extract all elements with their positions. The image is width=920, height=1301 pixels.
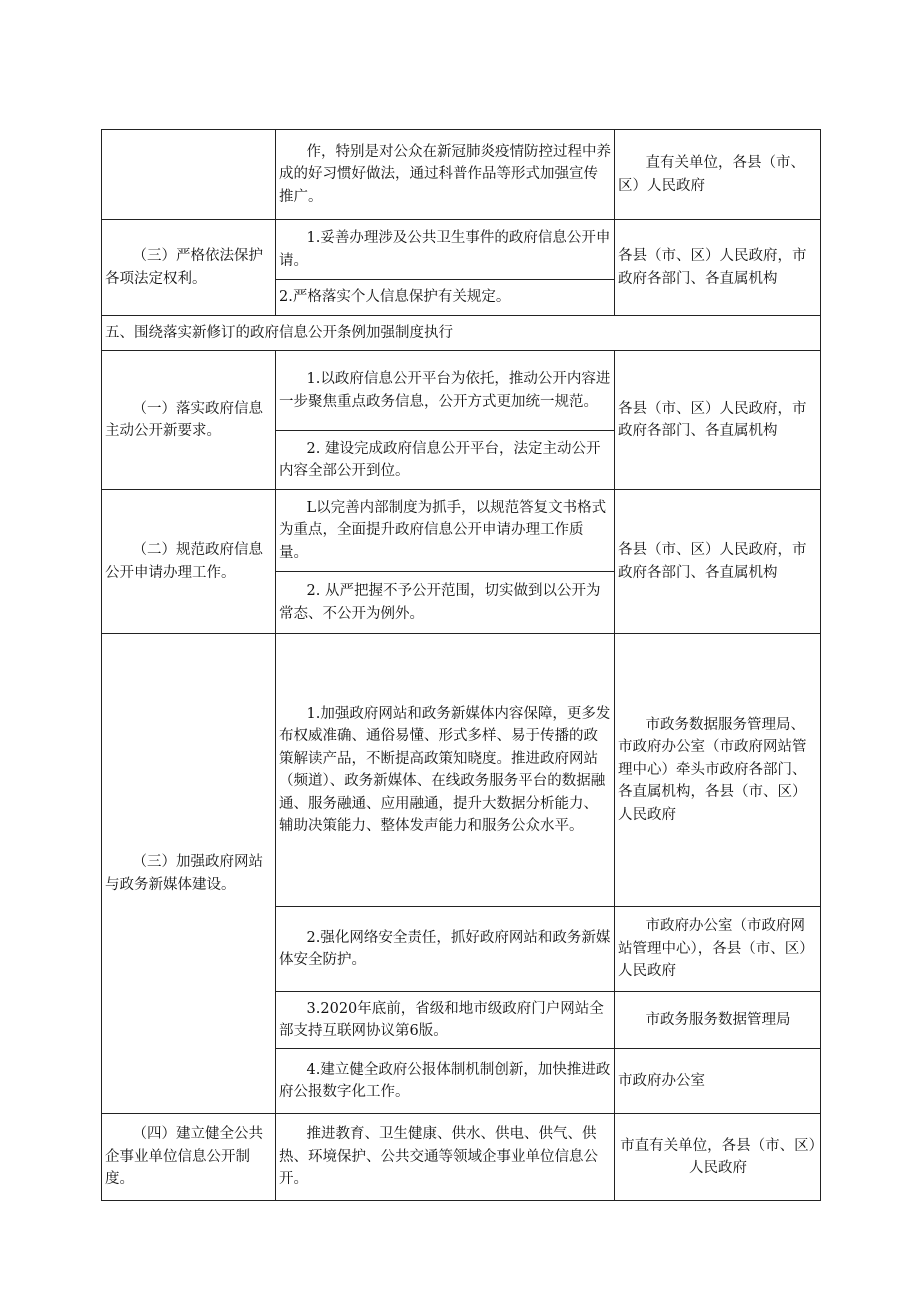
measure-cell: 作，特别是对公众在新冠肺炎疫情防控过程中养成的好习惯好做法，通过科普作品等形式加强宣传推广。 <box>276 130 615 220</box>
section-title: 五、围绕落实新修订的政府信息公开条例加强制度执行 <box>102 316 821 351</box>
category-cell-empty <box>102 130 276 220</box>
measure-cell: 1.以政府信息公开平台为依托，推动公开内容进一步聚焦重点政务信息，公开方式更加统一规范。 <box>276 351 615 431</box>
category-cell: （三）严格依法保护各项法定权利。 <box>102 220 276 316</box>
table-row <box>102 130 821 220</box>
measure-cell: 3.2020年底前，省级和地市级政府门户网站全部支持互联网协议第6版。 <box>276 992 615 1049</box>
measure-cell: 1.妥善办理涉及公共卫生事件的政府信息公开申请。 <box>276 220 615 280</box>
unit-cell: 市直有关单位，各县（市、区）人民政府 <box>615 1114 821 1201</box>
measure-cell: 2. 从严把握不予公开范围，切实做到以公开为常态、不公开为例外。 <box>276 572 615 634</box>
task-table <box>101 129 821 1201</box>
table-row <box>102 1114 821 1201</box>
table-row <box>102 351 821 431</box>
table-row <box>102 220 821 280</box>
unit-cell: 市政府办公室 <box>615 1049 821 1114</box>
measure-cell: 2.严格落实个人信息保护有关规定。 <box>276 280 615 316</box>
measure-cell: 2. 建设完成政府信息公开平台，法定主动公开内容全部公开到位。 <box>276 431 615 490</box>
category-cell: （四）建立健全公共企事业单位信息公开制度。 <box>102 1114 276 1201</box>
table-row <box>102 490 821 572</box>
unit-cell: 市政府办公室（市政府网站管理中心），各县（市、区）人民政府 <box>615 907 821 992</box>
measure-cell: L以完善内部制度为抓手，以规范答复文书格式为重点，全面提升政府信息公开申请办理工作质量。 <box>276 490 615 572</box>
unit-cell: 各县（市、区）人民政府，市政府各部门、各直属机构 <box>615 490 821 634</box>
unit-cell: 直有关单位，各县（市、区）人民政府 <box>615 130 821 220</box>
unit-cell: 市政务数据服务管理局、市政府办公室（市政府网站管理中心）牵头市政府各部门、各直属机构，各县（市、区）人民政府 <box>615 634 821 907</box>
table-row <box>102 634 821 907</box>
measure-cell: 4.建立健全政府公报体制机制创新，加快推进政府公报数字化工作。 <box>276 1049 615 1114</box>
measure-cell: 2.强化网络安全责任，抓好政府网站和政务新媒体安全防护。 <box>276 907 615 992</box>
category-cell: （三）加强政府网站与政务新媒体建设。 <box>102 634 276 1114</box>
category-cell: （二）规范政府信息公开申请办理工作。 <box>102 490 276 634</box>
unit-cell: 市政务服务数据管理局 <box>615 992 821 1049</box>
measure-cell: 1.加强政府网站和政务新媒体内容保障，更多发布权威准确、通俗易懂、形式多样、易于传播的政策解读产品，不断提高政策知晓度。推进政府网站（频道）、政务新媒体、在线政务服务平台的数据融通、服务融通、应用融通，提升大数据分析能力、辅助决策能力、整体发声能力和服务公众水平。 <box>276 634 615 907</box>
section-header-row <box>102 316 821 351</box>
measure-cell: 推进教育、卫生健康、供水、供电、供气、供热、环境保护、公共交通等领域企事业单位信息公开。 <box>276 1114 615 1201</box>
unit-cell: 各县（市、区）人民政府，市政府各部门、各直属机构 <box>615 351 821 490</box>
unit-cell: 各县（市、区）人民政府，市政府各部门、各直属机构 <box>615 220 821 316</box>
category-cell: （一）落实政府信息主动公开新要求。 <box>102 351 276 490</box>
